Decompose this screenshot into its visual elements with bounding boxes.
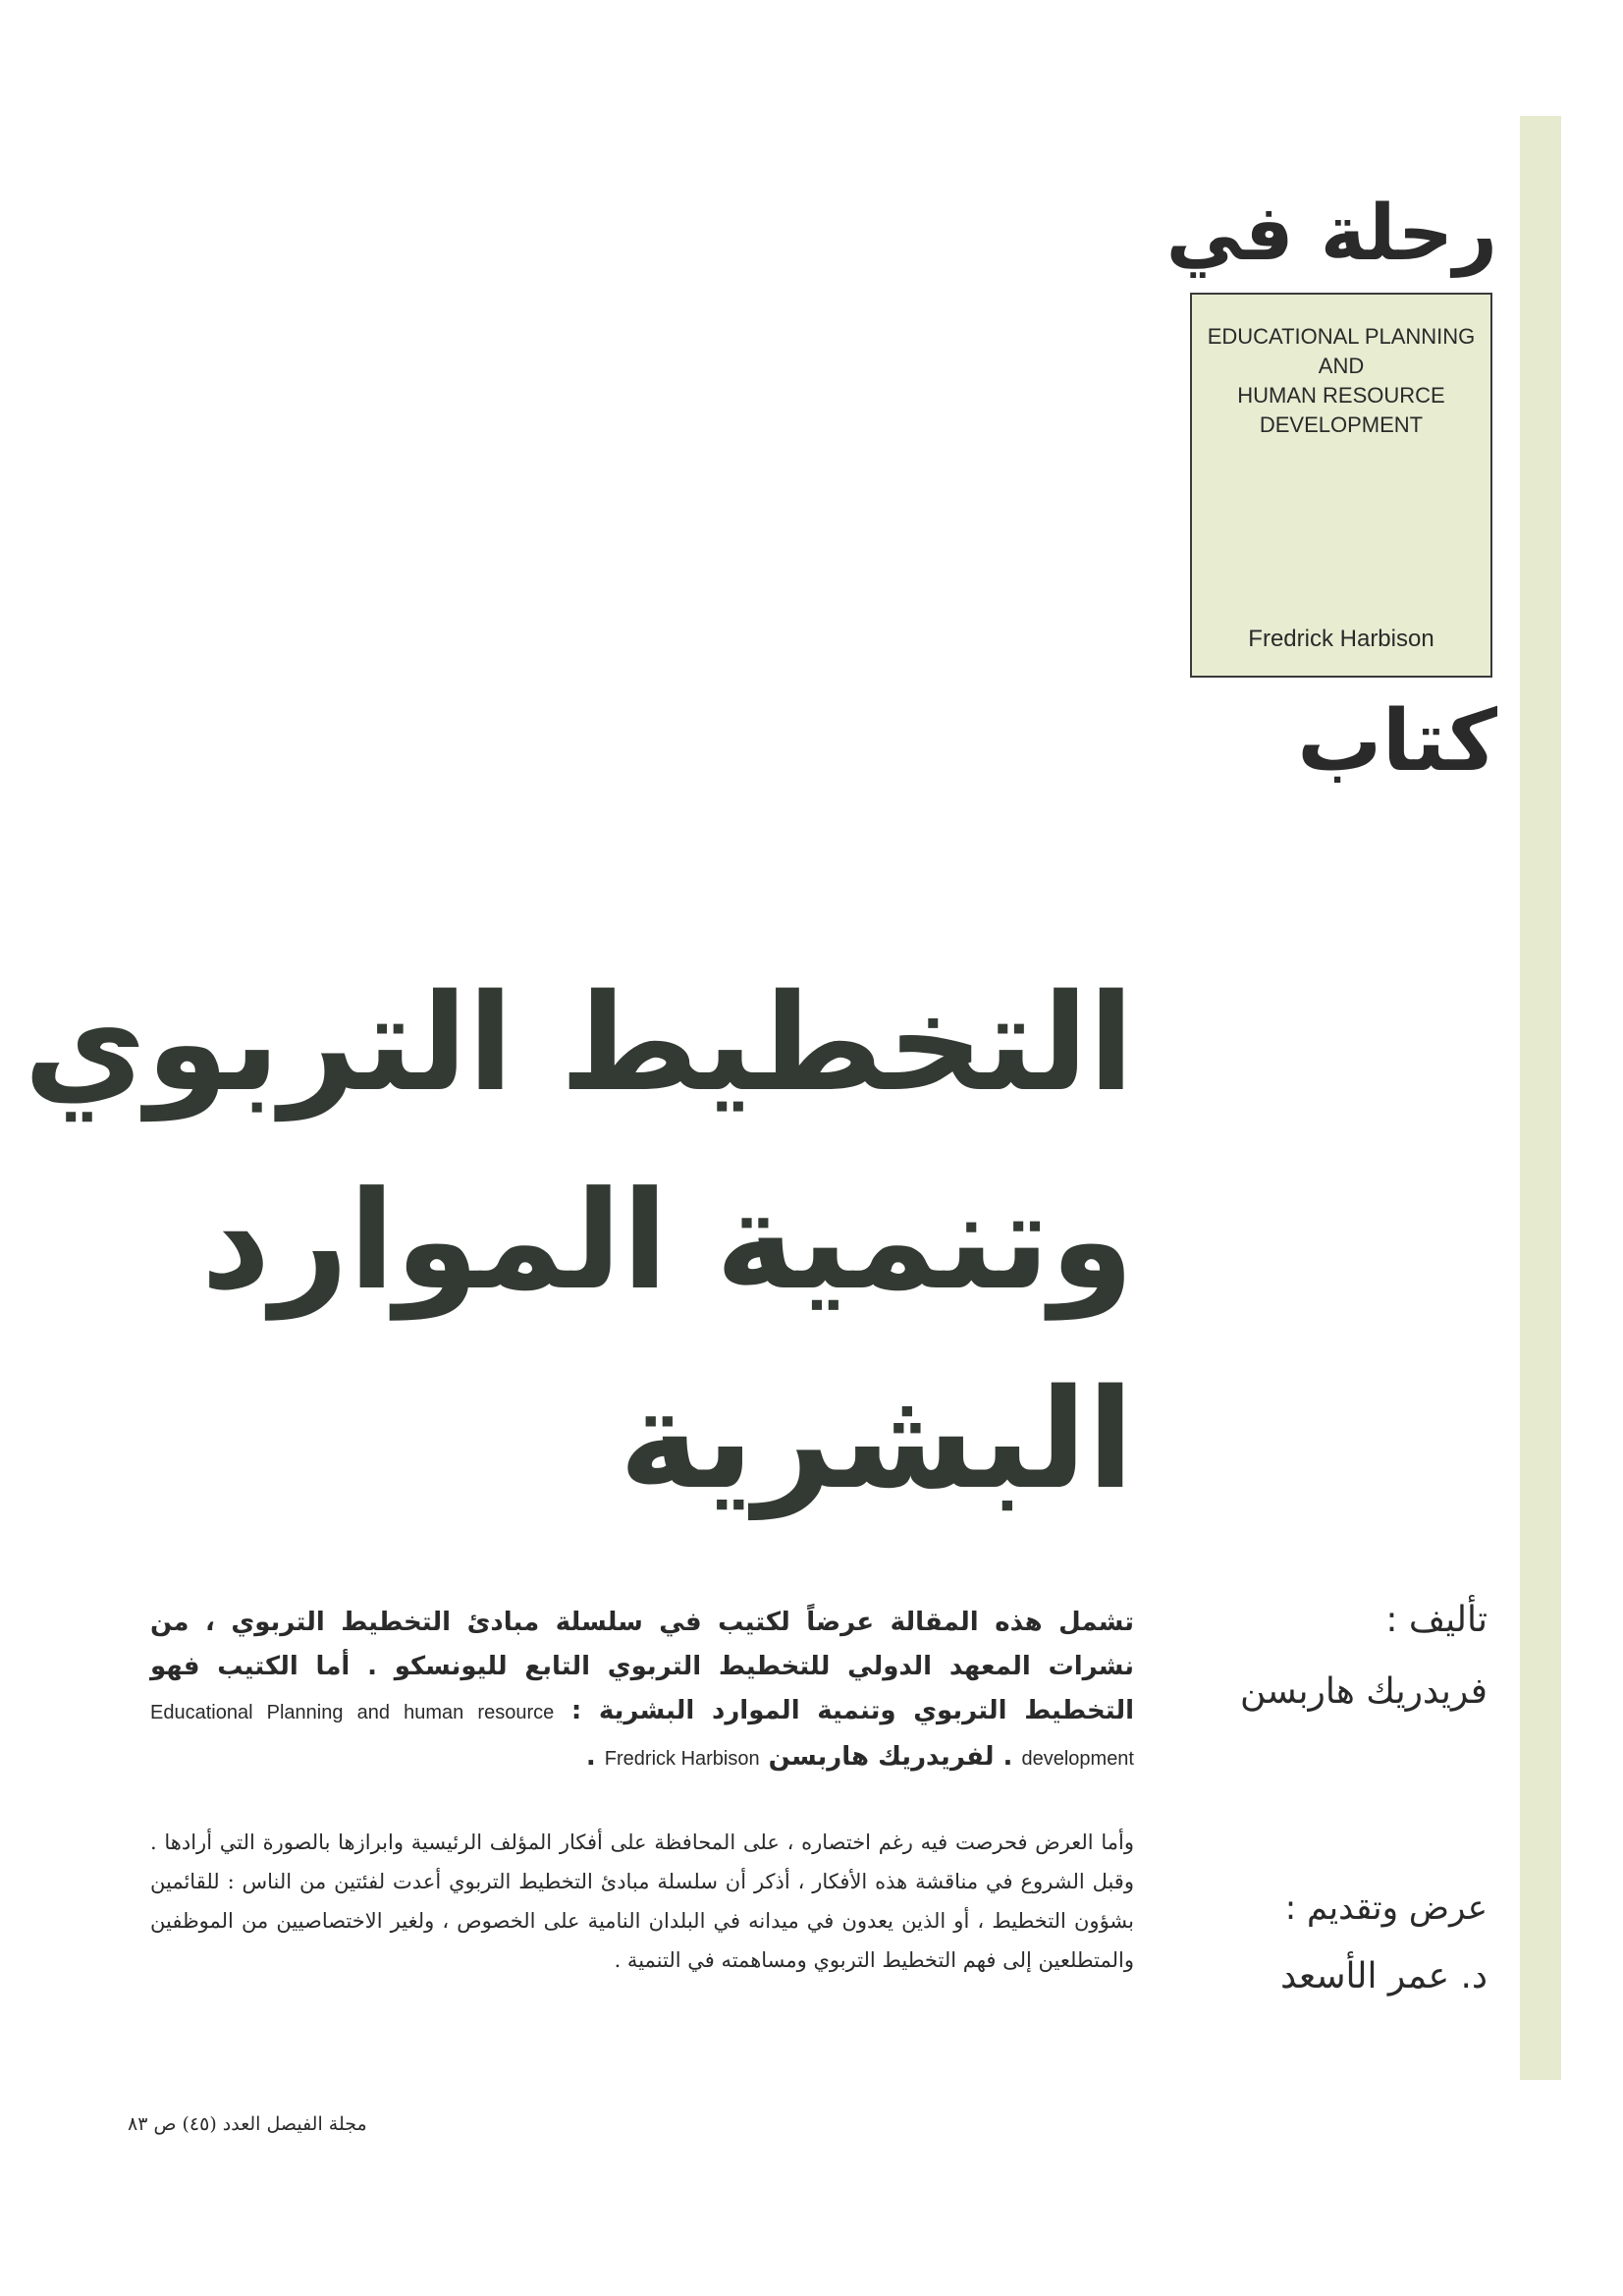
side-color-strip [1520,116,1561,2080]
article-title-line-2: وتنمية الموارد [200,1162,1134,1320]
intro-english-book-title: Educational Planning and human resource development [150,1702,1134,1770]
intro-text-part-3: . [585,1742,596,1772]
book-cover-image [1190,293,1492,678]
intro-english-author: Fredrick Harbison [604,1748,760,1770]
intro-paragraph [150,1601,1134,1781]
article-title-line-3: البشرية [619,1360,1134,1520]
body-paragraph: وأما العرض فحرصت فيه رغم اختصاره ، على المحافظة على أفكار المؤلف الرئيسية وابرازها بالصورة التي أرادها . وقبل الشروع في مناقشة هذه الأفكار ، أذكر أن سلسلة مبادئ التخطيط التربوي أعدت لفئتين من الناس : للقائمين بشؤون التخطيط ، أو الذين يعدون في ميدانه في البلدان النامية على الخصوص ، ولغير الاختصاصيين من الموظفين والمتطلعين إلى فهم التخطيط التربوي ومساهمته في التنمية . [150,1831,1134,1972]
intro-text-part-2: . لفريدريك هاربسن [768,1742,1013,1772]
series-label-bottom: كتاب [1297,692,1497,791]
author-label: تأليف : [1385,1600,1488,1640]
article-title [24,948,1134,1539]
article-title-line-1: التخطيط التربوي [24,966,1134,1121]
book-cover-author: Fredrick Harbison [1248,626,1434,652]
reviewer-label: عرض وتقديم : [1284,1888,1488,1928]
page-footer-citation: مجلة الفيصل العدد (٤٥) ص ٨٣ [128,2113,367,2135]
author-name: فريدريك هاربسن [1239,1671,1488,1712]
intro-text-part-1: تشمل هذه المقالة عرضاً لكتيب في سلسلة مبادئ التخطيط التربوي ، من نشرات المعهد الدولي للتخطيط التربوي التابع لليونسكو . أما الكتيب فهو التخطيط التربوي وتنمية الموارد البشرية : [150,1608,1134,1725]
series-label-top: رحلة في [1165,190,1497,278]
book-cover-title: EDUCATIONAL PLANNING AND HUMAN RESOURCE DEVELOPMENT [1207,324,1476,437]
reviewer-name: د. عمر الأسعد [1280,1956,1488,1996]
